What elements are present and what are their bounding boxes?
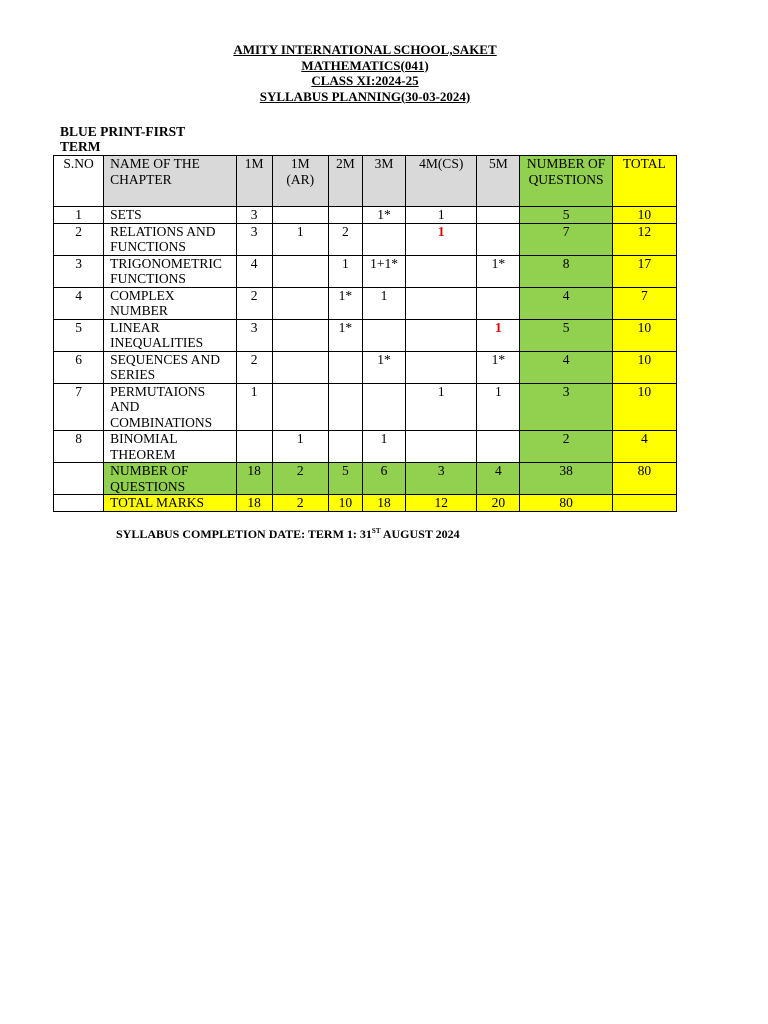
- header-total: TOTAL: [612, 156, 676, 207]
- header-2m: 2M: [328, 156, 362, 207]
- cell-1m-ar: [272, 207, 328, 224]
- header-number-of-questions: NUMBER OF QUESTIONS: [520, 156, 612, 207]
- cell-2m: 5: [328, 463, 362, 495]
- header-1m-ar: 1M (AR): [272, 156, 328, 207]
- cell-chapter: RELATIONS AND FUNCTIONS: [104, 223, 236, 255]
- cell-sno: 5: [54, 319, 104, 351]
- footer-superscript: ST: [371, 527, 381, 535]
- table-row: [54, 383, 677, 431]
- table-row: [54, 287, 677, 319]
- header-4m-cs: 4M(CS): [406, 156, 477, 207]
- cell-4m-cs: 12: [406, 495, 477, 512]
- cell-2m: [328, 431, 362, 463]
- cell-1m-ar: [272, 319, 328, 351]
- cell-sno: 8: [54, 431, 104, 463]
- cell-4m-cs: 1: [406, 207, 477, 224]
- cell-number-of-questions: 7: [520, 223, 612, 255]
- cell-3m: [362, 223, 405, 255]
- cell-number-of-questions: 5: [520, 319, 612, 351]
- cell-1m-ar: 2: [272, 495, 328, 512]
- class-title: CLASS XI:2024-25: [311, 73, 419, 88]
- cell-number-of-questions: 80: [520, 495, 612, 512]
- cell-2m: 1: [328, 255, 362, 287]
- cell-4m-cs: [406, 319, 477, 351]
- cell-4m-cs: [406, 287, 477, 319]
- cell-number-of-questions: 3: [520, 383, 612, 431]
- cell-5m: [477, 207, 520, 224]
- cell-sno-empty: [54, 463, 104, 495]
- cell-1m: 3: [236, 207, 272, 224]
- cell-total: 10: [612, 383, 676, 431]
- cell-3m: 1*: [362, 351, 405, 383]
- cell-2m: [328, 207, 362, 224]
- syllabus-completion-date: [116, 527, 460, 542]
- cell-total: 12: [612, 223, 676, 255]
- total-marks-row: [54, 495, 677, 512]
- cell-2m: 10: [328, 495, 362, 512]
- cell-1m-ar: [272, 255, 328, 287]
- cell-3m: 6: [362, 463, 405, 495]
- cell-total: 4: [612, 431, 676, 463]
- cell-1m: 1: [236, 383, 272, 431]
- cell-1m-ar: [272, 383, 328, 431]
- cell-2m: 1*: [328, 287, 362, 319]
- cell-sno: 6: [54, 351, 104, 383]
- cell-number-of-questions: 8: [520, 255, 612, 287]
- cell-chapter: SEQUENCES AND SERIES: [104, 351, 236, 383]
- cell-number-of-questions: 5: [520, 207, 612, 224]
- cell-1m-ar: 2: [272, 463, 328, 495]
- table-row: [54, 431, 677, 463]
- cell-1m: [236, 431, 272, 463]
- cell-1m: 4: [236, 255, 272, 287]
- cell-3m: 1: [362, 431, 405, 463]
- cell-5m: 1*: [477, 255, 520, 287]
- cell-5m: 20: [477, 495, 520, 512]
- school-name: AMITY INTERNATIONAL SCHOOL,SAKET: [233, 42, 497, 57]
- cell-4m-cs: 1: [406, 223, 477, 255]
- cell-4m-cs: [406, 255, 477, 287]
- document-header: [0, 42, 730, 104]
- cell-1m: 3: [236, 319, 272, 351]
- cell-chapter: LINEAR INEQUALITIES: [104, 319, 236, 351]
- table-row: [54, 351, 677, 383]
- cell-1m-ar: 1: [272, 223, 328, 255]
- cell-sno: 1: [54, 207, 104, 224]
- cell-total: 10: [612, 319, 676, 351]
- cell-chapter: PERMUTAIONS AND COMBINATIONS: [104, 383, 236, 431]
- cell-3m: 1+1*: [362, 255, 405, 287]
- cell-5m: 1*: [477, 351, 520, 383]
- cell-total: 7: [612, 287, 676, 319]
- cell-sno: 7: [54, 383, 104, 431]
- footer-suffix: AUGUST 2024: [380, 527, 460, 541]
- cell-1m: 3: [236, 223, 272, 255]
- cell-5m: [477, 223, 520, 255]
- cell-number-of-questions: 4: [520, 351, 612, 383]
- cell-2m: 2: [328, 223, 362, 255]
- cell-1m: 18: [236, 495, 272, 512]
- cell-total: 17: [612, 255, 676, 287]
- cell-1m: 18: [236, 463, 272, 495]
- cell-total: 10: [612, 351, 676, 383]
- cell-2m: 1*: [328, 319, 362, 351]
- cell-3m: [362, 383, 405, 431]
- row-label: TOTAL MARKS: [104, 495, 236, 512]
- cell-total: 80: [612, 463, 676, 495]
- cell-3m: 18: [362, 495, 405, 512]
- cell-2m: [328, 351, 362, 383]
- cell-sno: 2: [54, 223, 104, 255]
- number-of-questions-row: [54, 463, 677, 495]
- cell-number-of-questions: 2: [520, 431, 612, 463]
- cell-number-of-questions: 4: [520, 287, 612, 319]
- cell-1m: 2: [236, 351, 272, 383]
- cell-total: 10: [612, 207, 676, 224]
- cell-sno: 3: [54, 255, 104, 287]
- cell-1m: 2: [236, 287, 272, 319]
- cell-5m: [477, 287, 520, 319]
- cell-chapter: SETS: [104, 207, 236, 224]
- cell-5m: 4: [477, 463, 520, 495]
- subject-title: MATHEMATICS(041): [301, 57, 429, 73]
- blueprint-title: BLUE PRINT-FIRST TERM: [60, 124, 185, 154]
- cell-total: [612, 495, 676, 512]
- header-sno: S.NO: [54, 156, 104, 207]
- cell-sno: 4: [54, 287, 104, 319]
- cell-chapter: TRIGONOMETRIC FUNCTIONS: [104, 255, 236, 287]
- cell-3m: 1*: [362, 207, 405, 224]
- cell-1m-ar: [272, 287, 328, 319]
- table-header-row: [54, 156, 677, 207]
- blueprint-table: [53, 155, 677, 512]
- table-row: [54, 319, 677, 351]
- cell-4m-cs: 3: [406, 463, 477, 495]
- table-row: [54, 223, 677, 255]
- cell-chapter: BINOMIAL THEOREM: [104, 431, 236, 463]
- header-1m: 1M: [236, 156, 272, 207]
- cell-3m: 1: [362, 287, 405, 319]
- cell-5m: 1: [477, 319, 520, 351]
- cell-number-of-questions: 38: [520, 463, 612, 495]
- header-5m: 5M: [477, 156, 520, 207]
- cell-5m: [477, 431, 520, 463]
- cell-1m-ar: 1: [272, 431, 328, 463]
- cell-4m-cs: [406, 351, 477, 383]
- cell-4m-cs: [406, 431, 477, 463]
- header-chapter: NAME OF THE CHAPTER: [104, 156, 236, 207]
- table-row: [54, 255, 677, 287]
- footer-prefix: SYLLABUS COMPLETION DATE: TERM 1: 31: [116, 527, 372, 541]
- cell-sno-empty: [54, 495, 104, 512]
- planning-title: SYLLABUS PLANNING(30-03-2024): [259, 88, 471, 104]
- cell-4m-cs: 1: [406, 383, 477, 431]
- table-row: [54, 207, 677, 224]
- cell-5m: 1: [477, 383, 520, 431]
- header-3m: 3M: [362, 156, 405, 207]
- cell-2m: [328, 383, 362, 431]
- cell-1m-ar: [272, 351, 328, 383]
- cell-3m: [362, 319, 405, 351]
- cell-chapter: COMPLEX NUMBER: [104, 287, 236, 319]
- row-label: NUMBER OF QUESTIONS: [104, 463, 236, 495]
